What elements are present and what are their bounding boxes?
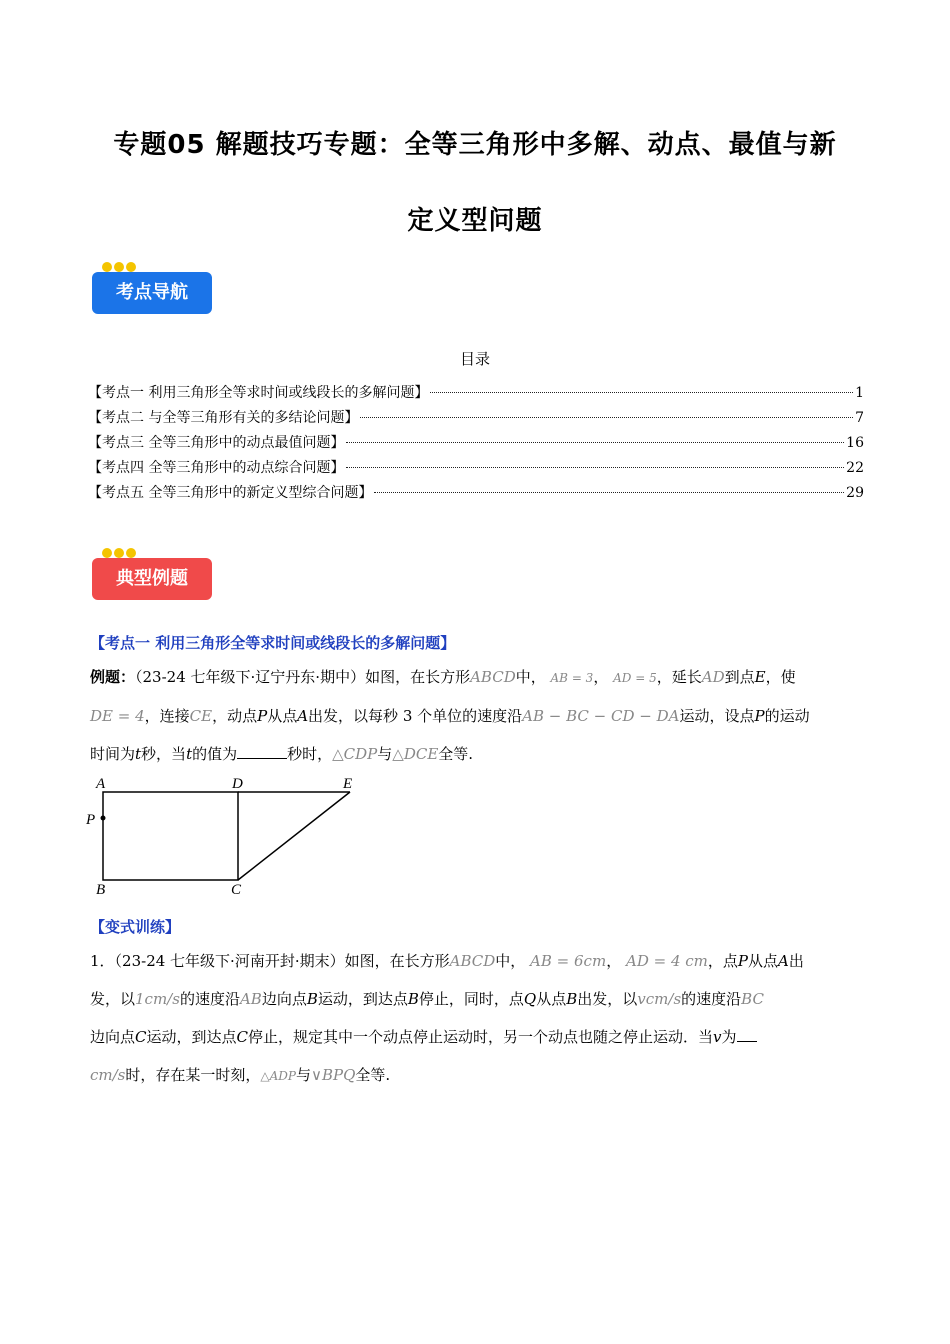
toc-leader: [360, 417, 853, 418]
toc-leader: [346, 442, 844, 443]
toc-leader: [346, 467, 844, 468]
text: 运动，到达点: [146, 1028, 237, 1046]
text: 从点: [267, 707, 298, 725]
label-d: D: [232, 776, 243, 792]
math: CE: [189, 707, 213, 725]
math: AD = 5: [613, 671, 657, 685]
toc-item-label: 【考点五 全等三角形中的新定义型综合问题】: [88, 485, 373, 501]
toc-title: 目录: [459, 350, 490, 368]
dot-icon: [126, 548, 136, 558]
dot-icon: [102, 548, 112, 558]
text: 出: [788, 952, 804, 970]
math: t: [135, 745, 142, 763]
point-label: E: [754, 668, 766, 686]
toc-item-label: 【考点一 利用三角形全等求时间或线段长的多解问题】: [88, 385, 429, 401]
examples-badge: [92, 548, 216, 600]
text: 边向点: [261, 990, 307, 1008]
math: cm/s: [90, 1066, 126, 1084]
toc-item-label: 【考点二 与全等三角形有关的多结论问题】: [88, 410, 359, 426]
math: 1cm/s: [135, 990, 180, 1008]
text: 与: [377, 745, 393, 763]
toc-item[interactable]: [88, 433, 864, 453]
toc-item-label: 【考点四 全等三角形中的动点综合问题】: [88, 460, 345, 476]
point-label: B: [566, 990, 578, 1008]
dot-icon: [102, 262, 112, 272]
answer-blank[interactable]: [737, 1026, 757, 1042]
nav-badge: [92, 262, 216, 314]
rectangle-abcd: [103, 792, 238, 880]
label-p: P: [86, 812, 96, 828]
text: 与: [296, 1066, 312, 1084]
text: 全等.: [438, 745, 474, 763]
point-label: P: [754, 707, 765, 725]
examples-badge-label: 典型例题: [92, 558, 212, 600]
text: 时间为: [90, 745, 136, 763]
text: 秒，当: [141, 745, 187, 763]
question-number: 1．: [90, 952, 115, 970]
math: AB: [239, 990, 262, 1008]
label-c: C: [231, 882, 242, 898]
text: ，点: [707, 952, 738, 970]
toc-item-page: 1: [855, 385, 864, 401]
point-label: P: [257, 707, 268, 725]
text: 到点: [724, 668, 755, 686]
text: 停止，同时，点: [418, 990, 524, 1008]
dot-icon: [114, 262, 124, 272]
math: v: [713, 1028, 722, 1046]
text: ，连接: [144, 707, 190, 725]
math: AD = 4 cm: [625, 952, 708, 970]
text: 全等.: [355, 1066, 391, 1084]
toc-item[interactable]: [88, 408, 864, 428]
toc-leader: [430, 392, 853, 393]
nav-badge-label: 考点导航: [92, 272, 212, 314]
point-label: B: [306, 990, 318, 1008]
text: 的速度沿: [179, 990, 240, 1008]
point-label: C: [236, 1028, 248, 1046]
text: 时，存在某一时刻，: [125, 1066, 261, 1084]
example-problem: [90, 658, 860, 773]
math: ∨BPQ: [311, 1066, 356, 1084]
label-e: E: [343, 776, 353, 792]
answer-blank[interactable]: [237, 743, 287, 759]
text: ，: [606, 952, 622, 970]
point-label: P: [737, 952, 748, 970]
math: △CDP: [332, 745, 378, 763]
text: 从点: [536, 990, 567, 1008]
text: 运动，设点: [679, 707, 755, 725]
page-title-line2: 定义型问题: [407, 206, 543, 236]
point-label: C: [135, 1028, 147, 1046]
text: ，: [593, 668, 609, 686]
math: △ADP: [260, 1069, 296, 1083]
text: ，使: [765, 668, 796, 686]
math: ABCD: [449, 952, 496, 970]
text: 出发，以: [577, 990, 638, 1008]
text: ，延长: [656, 668, 702, 686]
toc-item[interactable]: [88, 458, 864, 478]
toc-item-page: 29: [846, 485, 864, 501]
toc-item-page: 22: [846, 460, 864, 476]
text: 边向点: [90, 1028, 136, 1046]
math: AB = 6cm: [530, 952, 607, 970]
toc-item-page: 7: [855, 410, 864, 426]
page-title-line1: 专题05 解题技巧专题：全等三角形中多解、动点、最值与新: [113, 130, 837, 160]
point-label: A: [778, 952, 789, 970]
practice-source: （23-24 七年级下·河南开封·期末）如图，在长方形: [114, 952, 450, 970]
text: 的值为: [192, 745, 238, 763]
math: AD: [701, 668, 725, 686]
point-label: A: [297, 707, 309, 725]
text: 中，: [495, 952, 526, 970]
point-label: Q: [523, 990, 537, 1008]
toc-item[interactable]: [88, 383, 864, 403]
text: 出发，以每秒 3 个单位的速度沿: [308, 707, 523, 725]
label-b: B: [96, 882, 106, 898]
dot-icon: [114, 548, 124, 558]
segment-ce: [238, 792, 350, 880]
math: AB = 3: [550, 671, 594, 685]
math: ABCD: [470, 668, 516, 686]
math: △DCE: [392, 745, 439, 763]
point-p-dot: [101, 816, 106, 821]
math: BC: [741, 990, 764, 1008]
example-label: 例题：: [90, 668, 136, 686]
math: vcm/s: [637, 990, 682, 1008]
practice-problem: [90, 942, 860, 1095]
toc-item-label: 【考点三 全等三角形中的动点最值问题】: [88, 435, 345, 451]
label-a: A: [96, 776, 106, 792]
text: 运动，到达点: [317, 990, 408, 1008]
math: AB − BC − CD − DA: [522, 707, 680, 725]
text: ，动点: [212, 707, 258, 725]
example-source: （23-24 七年级下·辽宁丹东·期中）如图，在长方形: [135, 668, 471, 686]
section-heading: 【考点一 利用三角形全等求时间或线段长的多解问题】: [90, 634, 456, 652]
text: 从点: [748, 952, 779, 970]
toc-item-page: 16: [846, 435, 864, 451]
text: 秒时，: [287, 745, 333, 763]
math: t: [186, 745, 193, 763]
practice-heading: 【变式训练】: [90, 918, 181, 936]
point-label: B: [407, 990, 419, 1008]
text: 的运动: [764, 707, 810, 725]
text: 为: [721, 1028, 737, 1046]
text: 中，: [515, 668, 546, 686]
geometry-figure: [80, 770, 380, 900]
toc-leader: [374, 492, 844, 493]
text: 的速度沿: [681, 990, 742, 1008]
dot-icon: [126, 262, 136, 272]
toc-item[interactable]: [88, 483, 864, 503]
text: 停止，规定其中一个动点停止运动时，另一个动点也随之停止运动．当: [248, 1028, 714, 1046]
text: 发，以: [90, 990, 136, 1008]
math: DE = 4: [90, 707, 145, 725]
